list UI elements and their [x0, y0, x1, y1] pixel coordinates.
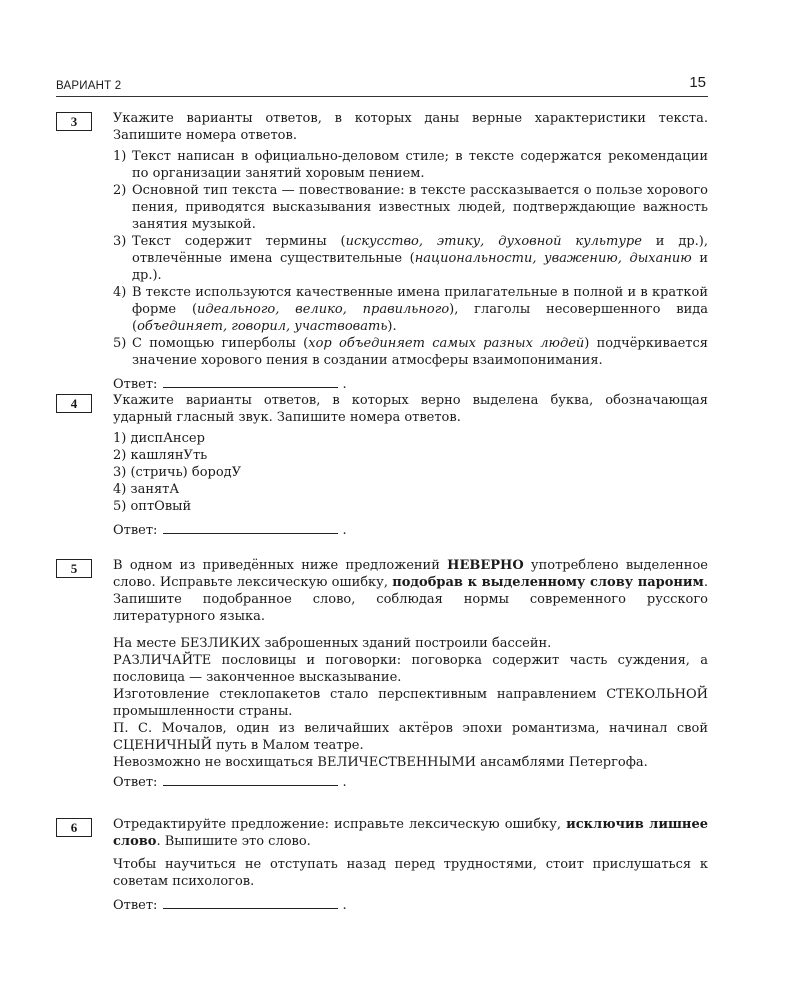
page-header [56, 70, 708, 97]
task-number-box: 4 [56, 394, 92, 413]
answer-label: Ответ: [113, 523, 158, 538]
task-number-box: 3 [56, 112, 92, 131]
list-item: 5) С помощью гиперболы (хор объединяет самых разных людей) подчёркивается значение хорового пения в создании атмосферы взаимопонимания. [113, 336, 708, 368]
task-6 [56, 816, 708, 914]
list-item: 2) Основной тип текста — повествование: в тексте рассказывается о пользе хорового пения, приводятся высказывания известных людей, подтверждающие важность занятия музыкой. [113, 183, 708, 232]
list-item: 5) оптОвый [113, 499, 192, 514]
list-item: 3) Текст содержит термины (искусство, этику, духовной культуре и др.), отвлечённые имена существительные (национальности, уважению, дыханию и др.). [113, 234, 709, 283]
list-item: 1) диспАнсер [113, 431, 205, 446]
list-item: 4) занятА [113, 482, 180, 497]
task-number-box: 6 [56, 818, 92, 837]
answer-label: Ответ: [113, 377, 158, 392]
sentence: Чтобы научиться не отступать назад перед трудностями, стоит прислушаться к советам психологов. [113, 857, 708, 889]
task-prompt: Укажите варианты ответов, в которых даны верные характеристики текста. Запишите номера ответов. [113, 111, 708, 143]
answer-row: Ответ: . [113, 377, 347, 392]
list-item: 3) (стричь) бородУ [113, 465, 242, 480]
answer-field[interactable] [163, 896, 338, 909]
answer-field[interactable] [163, 521, 338, 534]
list-item: 2) кашлянУть [113, 448, 208, 463]
task-prompt: Укажите варианты ответов, в которых верно выделена буква, обозначающая ударный гласный звук. Запишите номера ответов. [113, 393, 708, 425]
answer-row: Ответ: . [113, 898, 347, 913]
list-item: 4) В тексте используются качественные имена прилагательные в полной и в краткой форме (идеального, велико, правильного), глаголы несовершенного вида (объединяет, говорил, участвовать). [113, 285, 708, 334]
answer-label: Ответ: [113, 775, 158, 790]
list-item: 1) Текст написан в официально-деловом стиле; в тексте содержатся рекомендации по организации занятий хоровым пением. [113, 149, 708, 181]
task-5 [56, 557, 708, 791]
page-number: 15 [689, 74, 706, 91]
answer-row: Ответ: . [113, 523, 347, 538]
task-prompt: Отредактируйте предложение: исправьте лексическую ошибку, исключив лишнее слово. Выпишите это слово. [113, 817, 708, 849]
task-4 [56, 392, 708, 539]
sentence: П. С. Мочалов, один из величайших актёров эпохи романтизма, начинал свой СЦЕНИЧНЫЙ путь в Малом театре. [113, 721, 708, 753]
task-3 [56, 110, 708, 393]
variant-label: ВАРИАНТ 2 [56, 80, 122, 92]
sentence: Изготовление стеклопакетов стало перспективным направлением СТЕКОЛЬНОЙ промышленности страны. [113, 687, 708, 719]
sentence: РАЗЛИЧАЙТЕ пословицы и поговорки: поговорка содержит часть суждения, а пословица — законченное высказывание. [113, 653, 708, 685]
sentence: На месте БЕЗЛИКИХ заброшенных зданий построили бассейн. [113, 636, 552, 651]
answer-field[interactable] [163, 375, 338, 388]
option-list [113, 148, 708, 369]
answer-field[interactable] [163, 773, 338, 786]
sentence: Невозможно не восхищаться ВЕЛИЧЕСТВЕННЫМИ ансамблями Петергофа. [113, 755, 648, 770]
answer-label: Ответ: [113, 898, 158, 913]
task-prompt: В одном из приведённых ниже предложений НЕВЕРНО употреблено выделенное слово. Исправьте лексическую ошибку, подобрав к выделенному слову пароним. Запишите подобранное слово, соблюдая нормы современного русского литературного языка. [113, 558, 708, 624]
task-number-box: 5 [56, 559, 92, 578]
answer-row: Ответ: . [113, 775, 347, 790]
option-list [113, 430, 708, 515]
